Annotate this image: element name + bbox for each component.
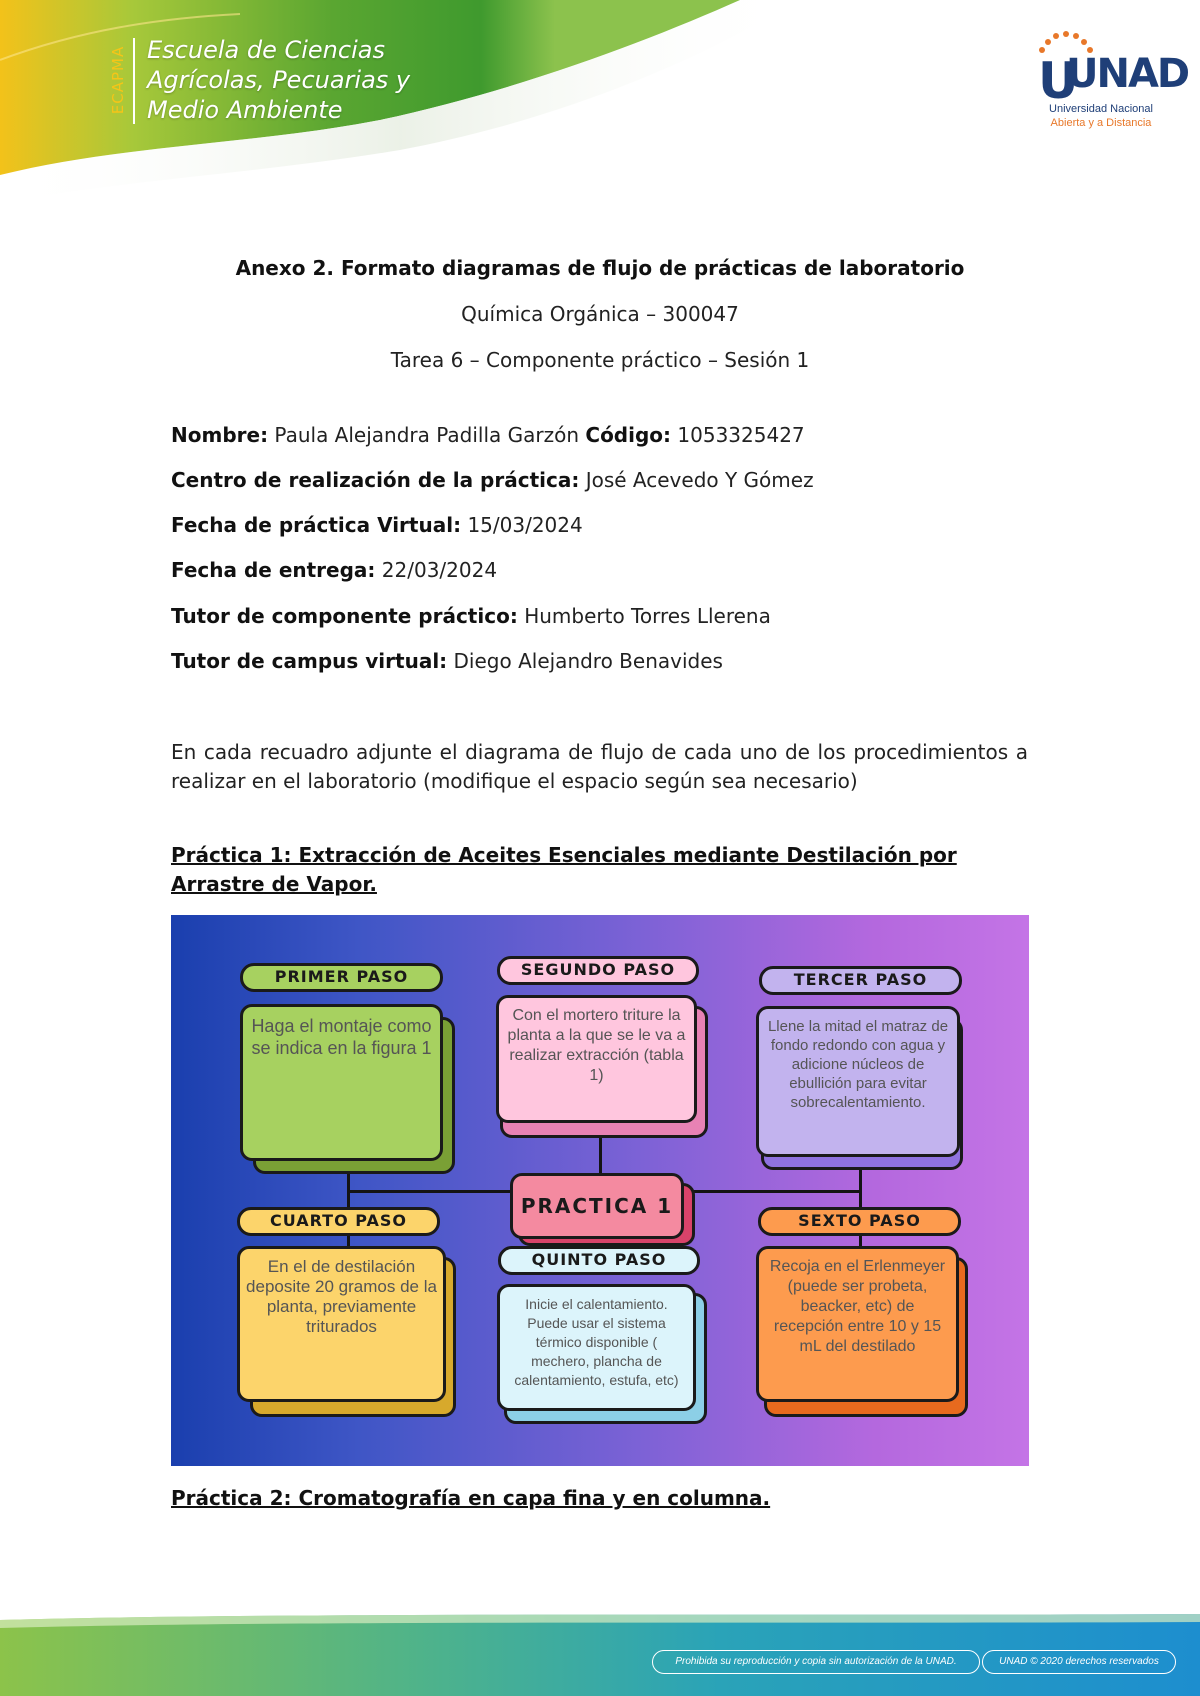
step-3-box: Llene la mitad el matraz de fondo redondo con agua y adicione núcleos de ebullición para evitar sobrecalentamiento.: [756, 1006, 960, 1157]
field-tutor-campus: [171, 649, 723, 673]
field-fecha-practica: [171, 513, 583, 537]
step-4-label: CUARTO PASO: [237, 1207, 440, 1236]
logo-u: U: [1038, 52, 1079, 108]
practice-1-heading: Práctica 1: Extracción de Aceites Esenciales mediante Destilación por Arrastre de Vapor.: [171, 843, 957, 896]
nombre-label: Nombre:: [171, 423, 269, 447]
ecapma-acronym: ECAPMA: [109, 45, 127, 115]
course-name: Química Orgánica – 300047: [461, 302, 739, 326]
fecha-practica-value: 15/03/2024: [467, 513, 583, 537]
step-6-box: Recoja en el Erlenmeyer (puede ser probeta, beacker, etc) de recepción entre 10 y 15 mL del destilado: [756, 1246, 959, 1402]
step-4-box: En el de destilación deposite 20 gramos de la planta, previamente triturados: [237, 1246, 446, 1402]
school-name-line-1: Escuela de Ciencias: [147, 36, 385, 64]
logo-wordmark: UNAD: [1066, 51, 1189, 97]
instructions-paragraph: En cada recuadro adjunte el diagrama de flujo de cada uno de los procedimientos a realizar en el laboratorio (modifique el espacio según sea necesario): [171, 740, 1028, 793]
step-3-label: TERCER PASO: [759, 966, 962, 995]
step-2-label: SEGUNDO PASO: [497, 956, 699, 985]
step-5-box: Inicie el calentamiento. Puede usar el sistema térmico disponible ( mechero, plancha de calentamiento, estufa, etc): [497, 1284, 696, 1411]
school-name-line-2: Agrícolas, Pecuarias y: [147, 66, 411, 94]
step-5-label: QUINTO PASO: [498, 1246, 700, 1275]
centro-value: José Acevedo Y Gómez: [585, 468, 814, 492]
page-footer: [0, 1612, 1200, 1696]
field-centro: [171, 468, 814, 492]
logo-subtitle-2: Abierta y a Distancia: [1050, 117, 1152, 129]
center-node: PRACTICA 1: [510, 1173, 684, 1239]
field-tutor-componente: [171, 604, 771, 628]
logo-subtitle-1: Universidad Nacional: [1049, 103, 1153, 115]
footer-copyright: UNAD © 2020 derechos reservados: [982, 1650, 1176, 1674]
step-1-box: Haga el montaje como se indica en la figura 1: [240, 1004, 443, 1161]
fecha-entrega-value: 22/03/2024: [381, 558, 498, 582]
field-nombre: [171, 423, 805, 447]
school-name-line-3: Medio Ambiente: [147, 96, 343, 124]
tutor-componente-label: Tutor de componente práctico:: [171, 604, 518, 628]
fecha-entrega-label: Fecha de entrega:: [171, 558, 376, 582]
field-fecha-entrega: [171, 558, 497, 582]
nombre-value: Paula Alejandra Padilla Garzón: [274, 423, 580, 447]
codigo-value: 1053325427: [677, 423, 805, 447]
step-1-label: PRIMER PASO: [240, 963, 443, 992]
practice-1-flowchart: [171, 915, 1029, 1466]
fecha-practica-label: Fecha de práctica Virtual:: [171, 513, 462, 537]
footer-notice: Prohibida su reproducción y copia sin autorización de la UNAD.: [652, 1650, 980, 1674]
tutor-campus-value: Diego Alejandro Benavides: [453, 649, 723, 673]
divider: [133, 38, 135, 124]
step-2-box: Con el mortero triture la planta a la que se le va a realizar extracción (tabla 1): [496, 995, 697, 1123]
practice-2-heading: Práctica 2: Cromatografía en capa fina y en columna.: [171, 1486, 771, 1510]
page-header: [0, 0, 1200, 215]
step-6-label: SEXTO PASO: [758, 1207, 961, 1236]
codigo-label: Código:: [585, 423, 672, 447]
tutor-campus-label: Tutor de campus virtual:: [171, 649, 448, 673]
centro-label: Centro de realización de la práctica:: [171, 468, 580, 492]
tutor-componente-value: Humberto Torres Llerena: [524, 604, 771, 628]
document-title: Anexo 2. Formato diagramas de flujo de prácticas de laboratorio: [235, 256, 965, 280]
task-name: Tarea 6 – Componente práctico – Sesión 1: [390, 348, 810, 372]
